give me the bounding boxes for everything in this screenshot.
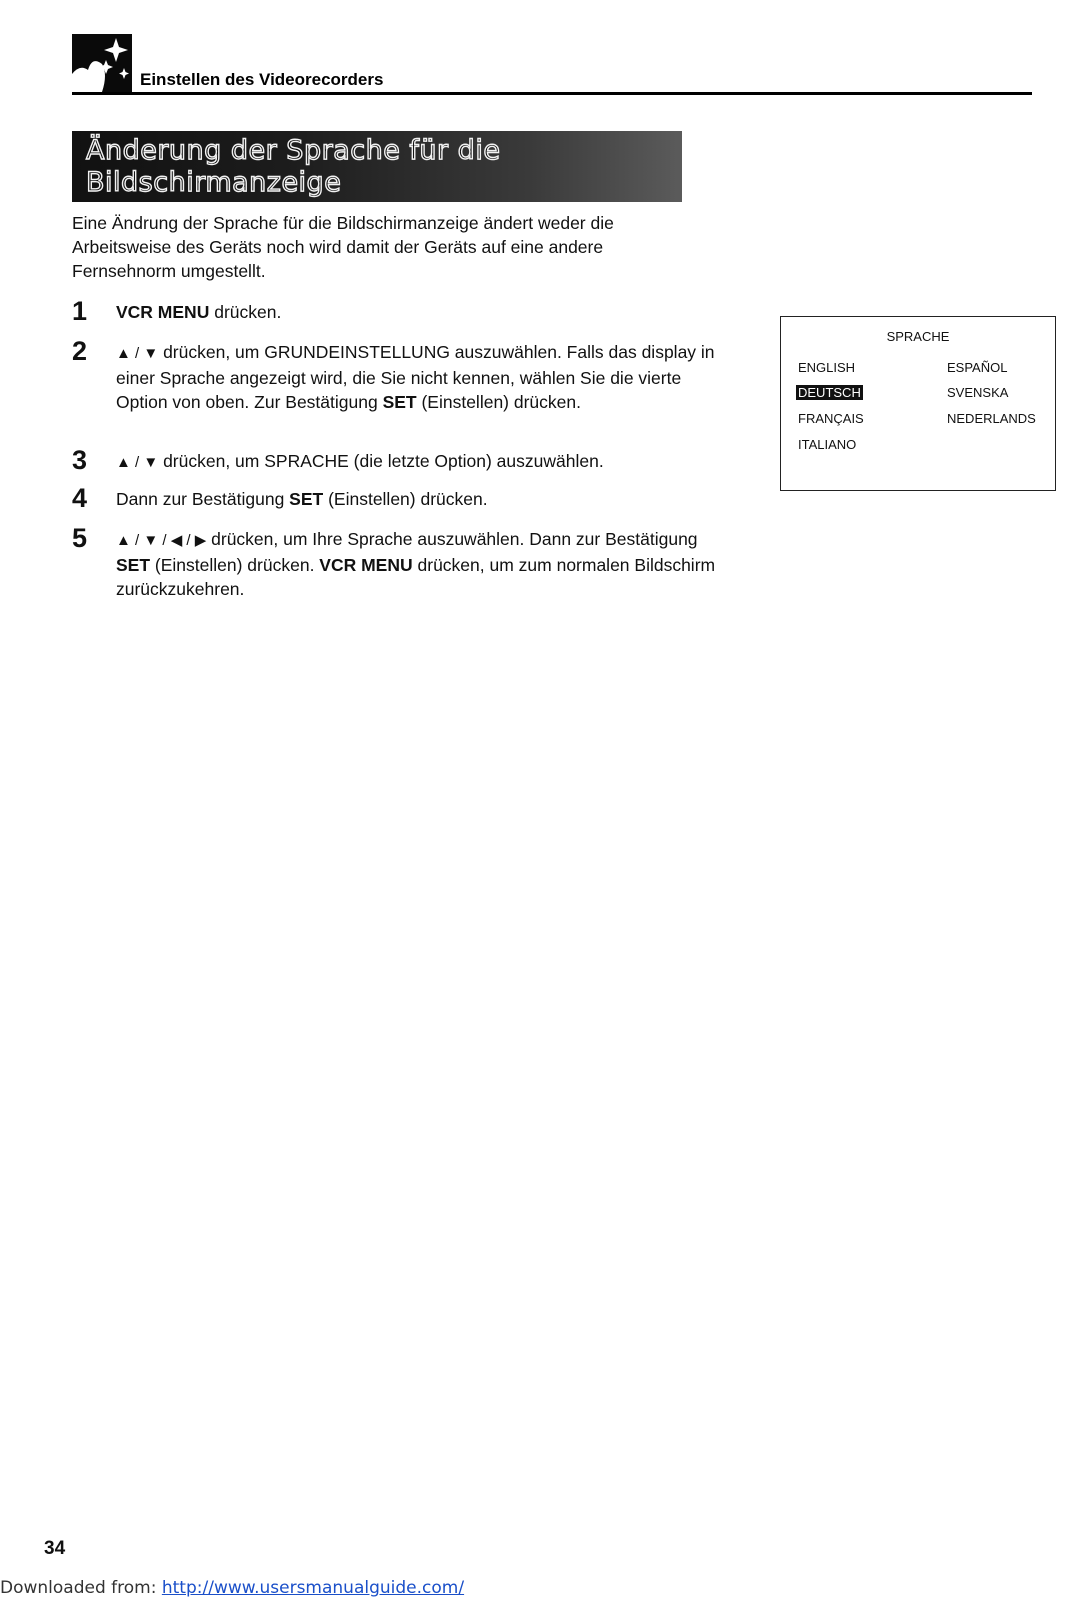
- menu-option-english: ENGLISH: [798, 360, 856, 375]
- direction-arrows-icon: ▲ / ▼ / ◀ / ▶: [116, 532, 207, 549]
- menu-option-nederlands: NEDERLANDS: [947, 411, 1036, 426]
- menu-option-francais: FRANÇAIS: [798, 411, 864, 426]
- intro-paragraph: Eine Ändrung der Sprache für die Bildschirmanzeige ändert weder die Arbeitsweise des Geräts noch wird damit der Geräts auf eine andere Fernsehnorm umgestellt.: [72, 213, 614, 281]
- language-menu-screen: [780, 316, 1056, 491]
- up-down-arrows-icon: ▲ / ▼: [116, 345, 159, 362]
- header-divider: [72, 92, 1032, 95]
- step-text: ▲ / ▼ drücken, um GRUNDEINSTELLUNG auszuwählen. Falls das display in einer Sprache angezeigt wird, die Sie nicht kennen, wählen Sie die vierte Option von oben. Zur Bestätigung SET (Einstellen) drücken.: [116, 342, 715, 412]
- menu-option-espanol: ESPAÑOL: [947, 360, 1008, 375]
- banner-title-line2: Bildschirmanzeige: [86, 167, 342, 198]
- menu-option-svenska: SVENSKA: [947, 385, 1009, 400]
- footer-link[interactable]: http://www.usersmanualguide.com/: [161, 1578, 465, 1598]
- vcr-section-icon: [72, 34, 132, 92]
- up-down-arrows-icon: ▲ / ▼: [116, 454, 159, 471]
- step-text: VCR MENU drücken.: [116, 302, 282, 322]
- section-banner: [72, 131, 682, 202]
- step-number: 1: [72, 296, 88, 326]
- download-footer: [0, 1578, 464, 1598]
- menu-title: SPRACHE: [886, 329, 950, 344]
- menu-option-deutsch-selected: DEUTSCH: [798, 385, 861, 400]
- banner-title: [86, 135, 646, 199]
- step-number: 3: [72, 445, 88, 475]
- step-text: ▲ / ▼ / ◀ / ▶ drücken, um Ihre Sprache auszuwählen. Dann zur Bestätigung SET (Einstellen) drücken. VCR MENU drücken, um zum normalen Bildschirm zurückzukehren.: [116, 529, 716, 599]
- step-text: Dann zur Bestätigung SET (Einstellen) drücken.: [116, 489, 488, 509]
- menu-option-italiano: ITALIANO: [798, 437, 857, 452]
- page-number: 34: [44, 1538, 66, 1559]
- step-number: 4: [72, 483, 88, 513]
- step-number: 2: [72, 336, 88, 366]
- step-text: ▲ / ▼ drücken, um SPRACHE (die letzte Option) auszuwählen.: [116, 451, 604, 471]
- footer-label: Downloaded from:: [0, 1578, 162, 1598]
- step-number: 5: [72, 523, 88, 553]
- section-header-title: Einstellen des Videorecorders: [140, 70, 384, 89]
- banner-title-line1: Änderung der Sprache für die: [86, 135, 501, 166]
